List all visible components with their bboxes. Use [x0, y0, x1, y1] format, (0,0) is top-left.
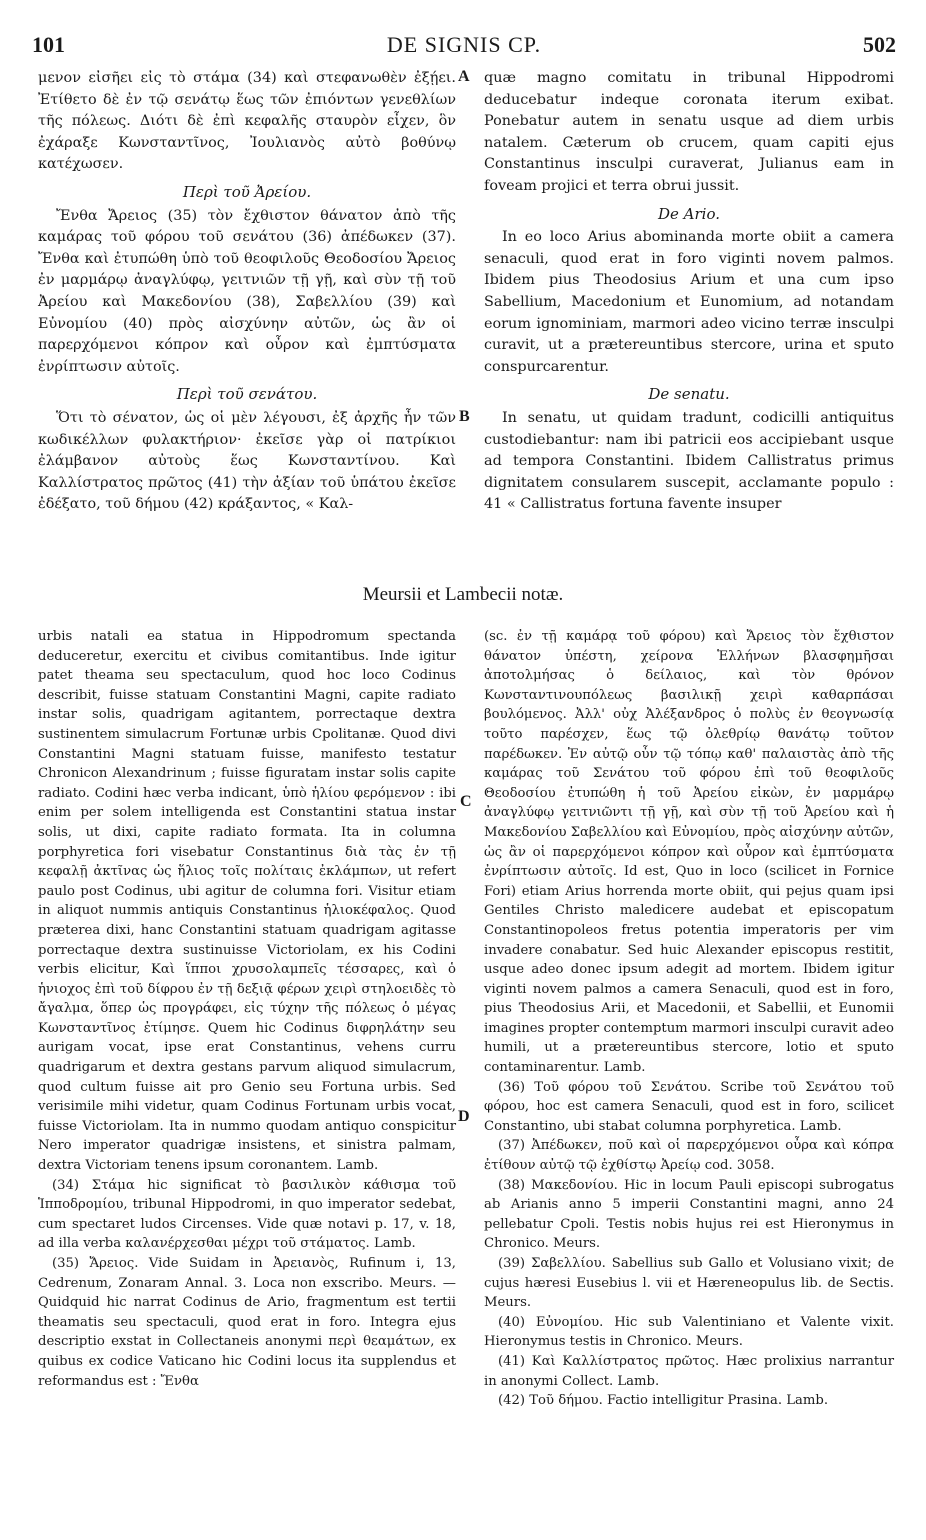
notes-column-left — [38, 627, 456, 1391]
section-heading: Περὶ τοῦ Ἀρείου. — [182, 182, 312, 201]
note-paragraph: (sc. ἐν τῇ καμάρᾳ τοῦ φόρου) καὶ Ἄρειος τὸν ἔχθιστον θάνατον ὑπέστη, χείρονα Ἑλλήνων βλασφημῆσαι ἀποτολμήσας ὁ δείλαιος, καὶ τὸν θρόνον Κωνσταντινουπόλεως βασιλικῇ χειρὶ καθαρπάσαι βουλόμενος. Ἀλλ' οὐχ Ἀλέξανδρος ὁ πολὺς ἐν θεογνωσίᾳ τοῦτο παρέσχεν, ἕως τῷ ὀλεθρίῳ θανάτῳ τοῦτον παρέδωκεν. Ἐν αὐτῷ οὖν τῷ τόπῳ καθ' παλαιστὰς ἀπὸ τῆς καμάρας τοῦ Σενάτου τοῦ φόρου ἐπὶ τοῦ θεοφιλοῦς Θεοδοσίου ἐτυπώθη ἡ τοῦ Ἀρείου εἰκὼν, ἐν μαρμάρῳ ἀναγλύφῳ γειτνιῶντι τῇ γῇ, καὶ σὺν τῇ τοῦ Ἀρείου καὶ ἡ Μακεδονίου Σαβελλίου καὶ Εὐνομίου, πρὸς αἰσχύνην αὐτῶν, ὡς ἂν οἱ παρερχόμενοι κόπρον καὶ οὖρον καὶ ἐμπτύσματα ἐνρίπτωσιν αὐτοῖς. Id est, Quo in loco (scilicet in Fornice Fori) etiam Arius horrenda morte obiit, qui pejus quam ipsi Gentiles Christo maledicere audebat et episcopatum Constantinopoleos fretus potentia imperatoris per vim invadere conabatur. Sed huic Alexander episcopus restitit, usque adeo donec ipsum adegit ad mortem. Ibidem igitur viginti novem palmos a camera Senaculi, quod est in foro, pius Theodosius Arii, et Macedonii, et Sabellii, et Eunomii imagines propter contemptum marmori insculpi curavit adeo humili, ut a prætereuntibus stercore, lotio et sputo contaminarentur. Lamb. — [484, 629, 894, 1076]
note-34: (34) Στάμα hic significat τὸ βασιλικὸν κάθισμα τοῦ Ἱπποδρομίου, tribunal Hippodromi, in quo imperator sedebat, cum spectaret ludos Circenses. Vide quæ notavi p. 17, v. 18, ad illa verba καλανέρχεσθαι μέχρι τοῦ στάματος. Lamb. — [38, 1177, 456, 1252]
margin-marker-b: B — [459, 408, 470, 425]
notes-title: Meursii et Lambecii notæ. — [362, 584, 564, 605]
note-35: (35) Ἄρειος. Vide Suidam in Ἀρειανὸς, Rufinum i, 13, Cedrenum, Zonaram Annal. 3. Loca non exscribo. Meurs. — Quidquid hic narrat Codinus de Ario, fragmentum est tertii theamatis seu spectaculi, quod erat in foro. Integra ejus descriptio exstat in Collectaneis anonymi περὶ θεαμάτων, ex quibus ex codice Vaticano hic Codini locus ita supplendus et reformandus est : Ἔνθα — [38, 1256, 456, 1389]
note-36: (36) Τοῦ φόρου τοῦ Σενάτου. Scribe τοῦ Σενάτου τοῦ φόρου, hoc est camera Senaculi, quod est in foro, scilicet Constantino, ubi stabat columna porphyretica. Lamb. — [484, 1079, 894, 1134]
note-37: (37) Ἀπέδωκεν, ποῦ καὶ οἱ παρερχόμενοι οὖρα καὶ κόπρα ἐτίθουν αὐτῷ τῷ ἐχθίστῳ Ἀρείῳ cod. 3058. — [484, 1138, 894, 1174]
margin-marker-a: A — [458, 68, 470, 85]
latin-paragraph: In eo loco Arius abominanda morte obiit a camera senaculi, quod erat in foro viginti novem palmos. Ibidem pius Theodosius Arium et una cum ipso Sabellium, Macedonium et Eunomium, ad notandam eorum ignominiam, marmori adeo vicino terræ insculpi curavit, ut a prætereuntibus stercore, urina et sputo conspurcarentur. — [484, 229, 894, 375]
latin-paragraph: quæ magno comitatu in tribunal Hippodromi deducebatur indeque coronata iterum exibat. Ponebatur autem in senatu usque ad diem urbis natalem. Cæterum ob crucem, quam capiti ejus Constantinus insculpi curaverat, Julianus eam in foveam projici et terra obrui jussit. — [484, 70, 894, 194]
page-header — [32, 32, 896, 60]
greek-paragraph: μενον εἰσῆει εἰς τὸ στάμα (34) καὶ στεφανωθὲν ἐξῄει. Ἐτίθετο δὲ ἐν τῷ σενάτῳ ἕως τῶν ἐπιόντων γενεθλίων τῆς πόλεως. Διότι δὲ ἐπὶ κεφαλῆς σταυρὸν εἶχεν, ὃν ἐχάραξε Κωνσταντῖνος, Ἰουλιανὸς αὐτὸ βοθύνῳ κατέχωσεν. — [38, 70, 456, 173]
note-42: (42) Τοῦ δήμου. Factio intelligitur Prasina. Lamb. — [498, 1393, 829, 1409]
greek-text-column — [38, 68, 456, 516]
margin-marker-c: C — [460, 793, 472, 810]
greek-paragraph: Ἔνθα Ἄρειος (35) τὸν ἔχθιστον θάνατον ἀπὸ τῆς καμάρας τοῦ φόρου τοῦ σενάτου (36) ἀπέδωκεν (37). Ἔνθα καὶ ἐτυπώθη ὑπὸ τοῦ θεοφιλοῦς Θεοδοσίου Ἄρειος ἐν μαρμάρῳ ἀναγλύφῳ, γειτνιῶν τῇ γῇ, καὶ σὺν τῇ τοῦ Ἀρείου καὶ Μακεδονίου (38), Σαβελλίου (39) καὶ Εὐνομίου (40) πρὸς αἰσχύνην αὐτῶν, ὡς ἂν οἱ παρερχόμενοι κόπρον καὶ οὖρον καὶ ἐμπτύσματα ἐνρίπτωσιν αὐτοῖς. — [38, 207, 456, 375]
section-heading: Περὶ τοῦ σενάτου. — [176, 385, 318, 404]
latin-text-column — [484, 68, 894, 516]
greek-paragraph: Ὅτι τὸ σένατον, ὡς οἱ μὲν λέγουσι, ἐξ ἀρχῆς ἦν τῶν κωδικέλλων φυλακτήριον· ἐκεῖσε γὰρ οἱ πατρίκιοι ἐλάμβανον αὐτοὺς ἕως Κωνσταντίνου. Καὶ Καλλίστρατος πρῶτος (41) τὴν ἀξίαν τοῦ ὑπάτου ἐκεῖσε ἐδέξατο, τοῦ δήμου (42) κράξαντος, « Καλ- — [38, 409, 456, 513]
section-heading: De senatu. — [648, 385, 730, 404]
section-heading: De Ario. — [657, 204, 720, 223]
running-title: DE SIGNIS CP. — [386, 32, 542, 57]
left-page-number: 101 — [32, 32, 65, 57]
notes-column-right — [484, 627, 894, 1411]
right-page-number: 502 — [863, 32, 896, 57]
margin-marker-d: D — [458, 1108, 470, 1125]
note-41: (41) Καὶ Καλλίστρατος πρῶτος. Hæc prolixius narrantur in anonymi Collect. Lamb. — [484, 1353, 894, 1389]
latin-paragraph: In senatu, ut quidam tradunt, codicilli antiquitus custodiebantur: nam ibi patricii eos accipiebant usque ad tempora Constantini. Ibidem Callistratus primus dignitatem consularem suscepit, acclamante populo : 41 « Callistratus fortuna favente insuper — [484, 409, 894, 513]
note-38: (38) Μακεδονίου. Hic in locum Pauli episcopi subrogatus ab Arianis anno 5 imperii Constantini magni, anno 24 pellebatur Cpoli. Testis nobis hujus rei est Hieronymus in Chronico. Meurs. — [484, 1177, 894, 1252]
note-paragraph: urbis natali ea statua in Hippodromum spectanda deduceretur, exercitu et civibus comitantibus. Inde igitur patet theama seu spectaculum, quod hoc loco Codinus describit, fuisse statuam Constantini Magni, capite radiato instar solis, quadrigam agitantem, porrectaque dextra sustinentem simulacrum Fortunæ urbis Cpolitanæ. Quod divi Constantini Magni statuam fuisse, manifesto testatur Chronicon Alexandrinum ; fuisse figuratam instar solis capite radiato. Codini hæc verba indicant, ὑπὸ ἡλίου φερόμενον : ibi enim per solem intelligenda est Constantini statua instar solis, ut dixi, capite radiato formata. Ita in columna porphyretica fori visebatur Constantinus διὰ τὰς ἐν τῇ κεφαλῇ ἀκτῖνας ὡς ἥλιος τοῖς πολίταις ἐκλάμπων, ut refert paulo post Codinus, ubi agitur de columna fori. Visitur etiam in aliquot nummis antiquis Constantinus ἡλιοκέφαλος. Quod præterea dixi, hanc Constantini statuam quadrigam agitasse porrectaque dextra sustinuisse Victoriolam, ex his Codini verbis elicitur, Καὶ ἵπποι χρυσολαμπεῖς τέσσαρες, καὶ ὁ ἡνιοχος ἐπὶ τοῦ δίφρου ἐν τῇ δεξιᾷ φέρων χειρὶ στηλοειδὲς τὸ ἄγαλμα, ὅπερ ὡς προγράφει, εἰς τύχην τῆς πόλεως ὁ μέγας Κωνσταντῖνος ἐτίμησε. Quem hic Codinus διφρηλάτην seu aurigam vocat, ipse erat Constantinus, vehens curru quadrigarum et dextra gestans parvum aliquod simulacrum, quod cultum fuisse ait pro Genio seu Fortuna urbis. Sed verisimile mihi videtur, quam Codinus Fortunam urbis vocat, fuisse Victoriolam. Ita in nummo quodam antiquo conspicitur Nero imperator quadrigæ insistens, et sinistra palmam, dextra Victoriam tenens ipsum coronantem. Lamb. — [38, 629, 456, 1174]
note-39: (39) Σαβελλίου. Sabellius sub Gallo et Volusiano vixit; de cujus hæresi Eusebius l. vii et Hæreneopulus lib. de Sectis. Meurs. — [484, 1256, 894, 1311]
note-40: (40) Εὐνομίου. Hic sub Valentiniano et Valente vixit. Hieronymus testis in Chronico. Meurs. — [484, 1314, 894, 1350]
